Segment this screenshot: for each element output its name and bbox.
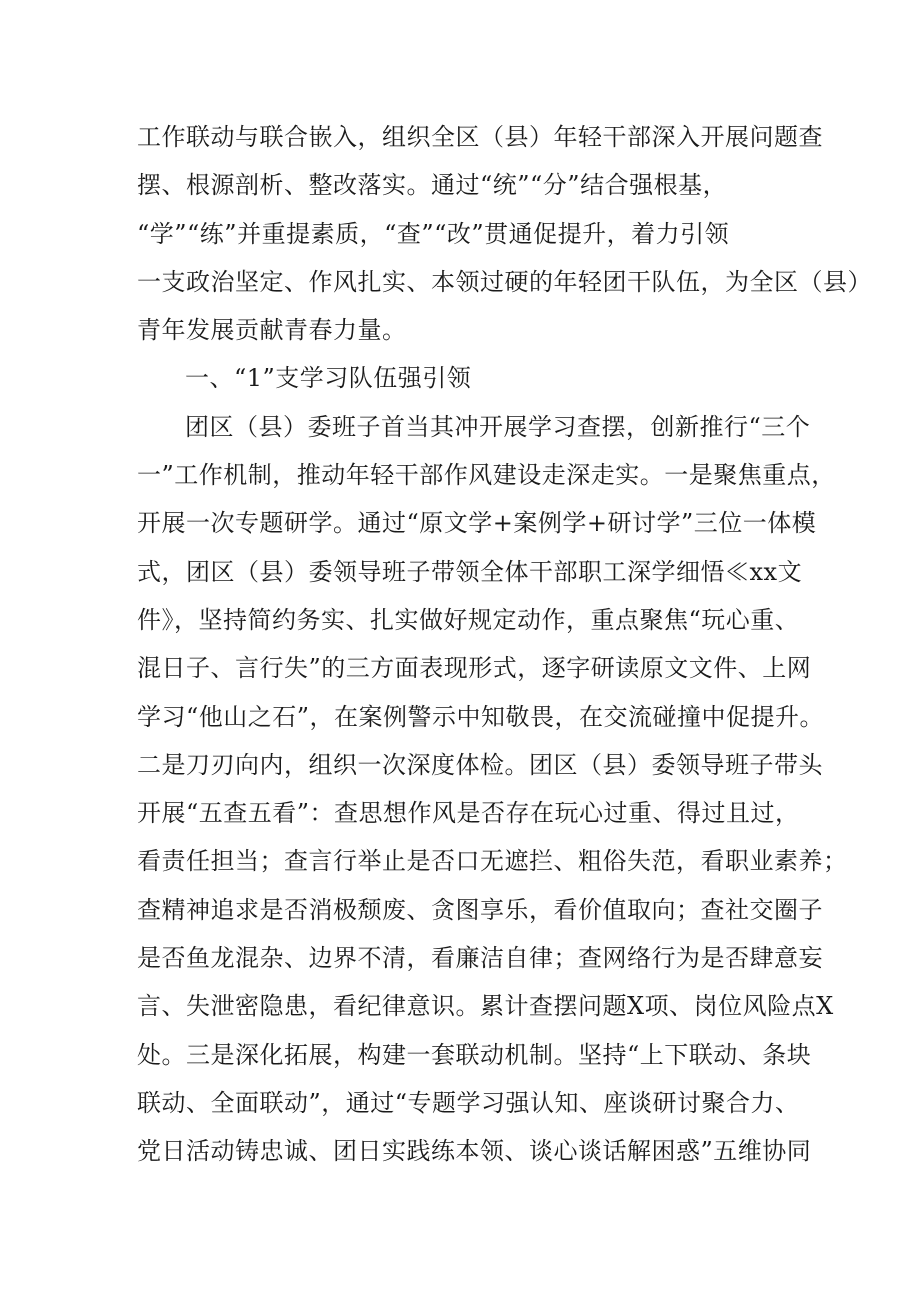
body-line-7: 学习“他山之石”，在案例警示中知敬畏，在交流碰撞中促提升。 [137,702,825,731]
body-line-2: 一”工作机制，推动年轻干部作风建设走深走实。一是聚焦重点， [137,461,836,490]
body-line-15: 联动、全面联动”，通过“专题学习强认知、座谈研讨聚合力、 [137,1088,800,1117]
body-line-1: 团区（县）委班子首当其冲开展学习查摆，创新推行“三个 [185,412,811,441]
body-line-6: 混日子、言行失”的三方面表现形式，逐字研读原文文件、上网 [137,654,812,683]
body-line-3: 开展一次专题研学。通过“原文学+案例学+研讨学”三位一体模 [137,509,817,538]
intro-line-5: 青年发展贡献青春力量。 [137,316,407,345]
body-line-9: 开展“五查五看”：查思想作风是否存在玩心过重、得过且过， [137,799,800,828]
body-line-13: 言、失泄密隐患，看纪律意识。累计查摆问题X项、岗位风险点X [137,992,834,1021]
body-line-10: 看责任担当；查言行举止是否口无遮拦、粗俗失范，看职业素养； [137,847,848,876]
body-line-11: 查精神追求是否消极颓废、贪图享乐，看价值取向；查社交圈子 [137,895,823,924]
body-line-14: 处。三是深化拓展，构建一套联动机制。坚持“上下联动、条块 [137,1040,812,1069]
body-line-4: 式，团区（县）委领导班子带领全体干部职工深学细悟≪xx文 [137,557,803,586]
body-line-12: 是否鱼龙混杂、边界不清，看廉洁自律；查网络行为是否肆意妄 [137,944,823,973]
intro-line-2: 摆、根源剖析、整改落实。通过“统”“分”结合强根基， [137,171,728,200]
body-line-8: 二是刀刃向内，组织一次深度体检。团区（县）委领导班子带头 [137,750,823,779]
intro-line-3: “学”“练”并重提素质，“查”“改”贯通促提升，着力引领 [137,219,730,248]
section-heading: 一、“1”支学习队伍强引领 [185,364,472,393]
intro-line-4: 一支政治坚定、作风扎实、本领过硬的年轻团干队伍，为全区（县） [137,267,872,296]
body-line-16: 党日活动铸忠诚、团日实践练本领、谈心谈话解困惑”五维协同 [137,1137,812,1166]
document-body [137,113,872,1176]
intro-line-1: 工作联动与联合嵌入，组织全区（县）年轻干部深入开展问题查 [137,123,823,151]
body-line-5: 件》，坚持简约务实、扎实做好规定动作，重点聚焦“玩心重、 [137,605,800,634]
